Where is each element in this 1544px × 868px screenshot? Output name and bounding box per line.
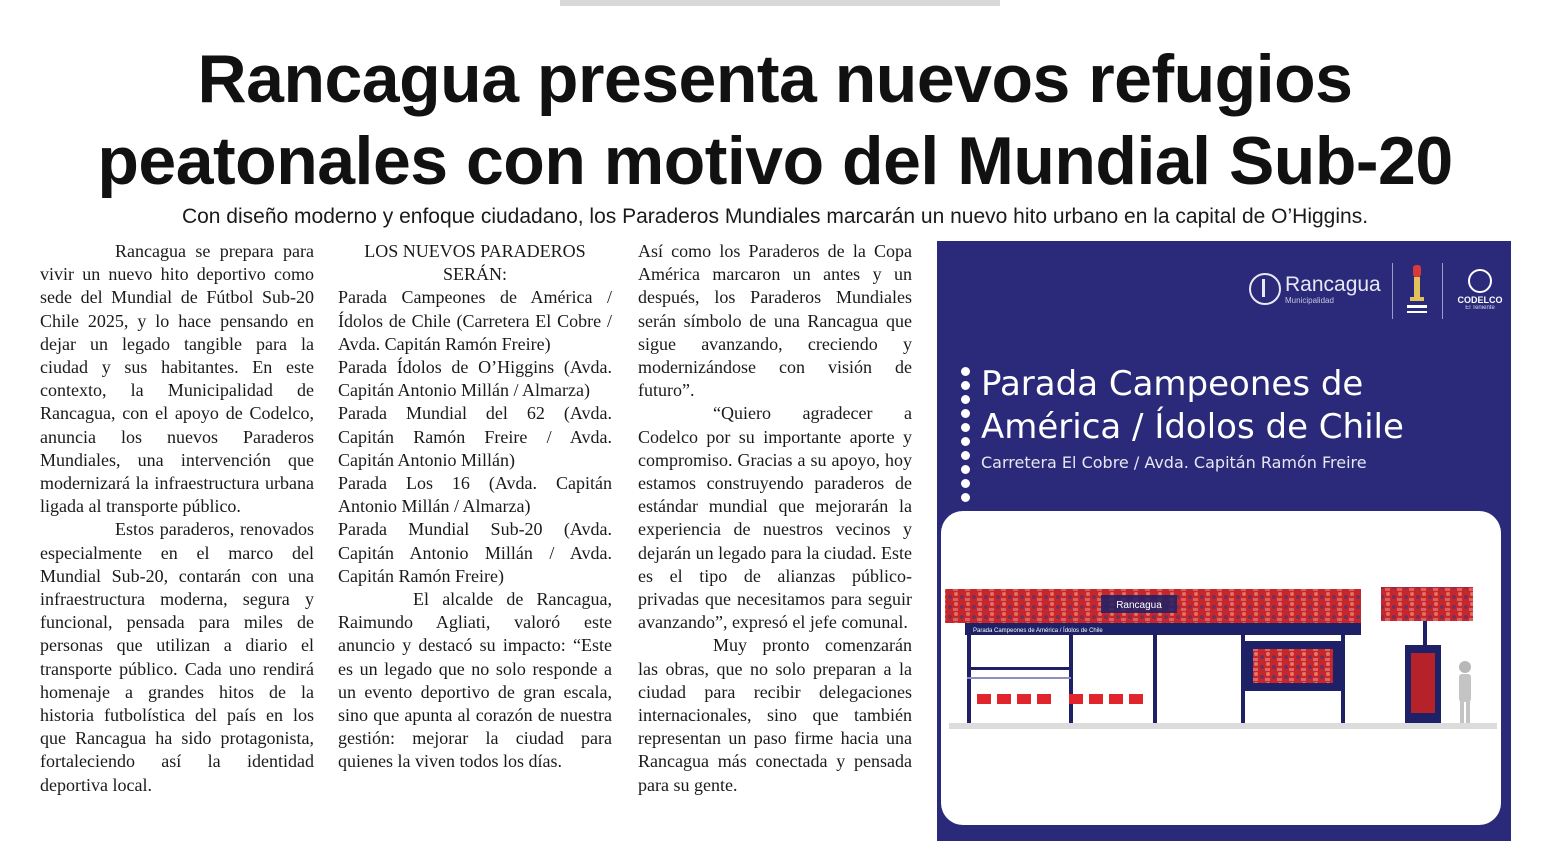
top-strip [560, 0, 1000, 6]
stop-title-line: Parada Campeones de [981, 364, 1364, 404]
paradero-graphic [937, 241, 1511, 841]
logo-divider [1442, 263, 1443, 319]
crest-icon [1249, 273, 1281, 305]
paragraph: El alcalde de Rancagua, Raimundo Agliati, valoró este anuncio y destacó su impacto: “Este es un legado que no solo responde a un evento deportivo de gran escala, sino que apunta al corazón de nuestra gestión: mejorar la ciudad para quienes la viven todos los días. [338, 589, 612, 772]
paragraph: Muy pronto comenzarán las obras, que no solo preparan a la ciudad para recibir delegaciones internacionales, sino que también representan un paso firme hacia una Rancagua más conectada y pensada para su gente. [638, 635, 912, 795]
stop-item: Parada Ídolos de O’Higgins (Avda. Capitán Antonio Millán / Almarza) [338, 357, 612, 401]
stop-item: Parada Los 16 (Avda. Capitán Antonio Millán / Almarza) [338, 473, 612, 517]
codelco-logo [1452, 269, 1508, 311]
subtitle: Con diseño moderno y enfoque ciudadano, los Paraderos Mundiales marcarán un nuevo hito urbano en la capital de O’Higgins. [181, 205, 1369, 228]
brand-name: Rancagua [1285, 272, 1381, 296]
bus-shelter-illustration [941, 511, 1501, 825]
paragraph: Estos paraderos, renovados especialmente en el marco del Mundial Sub-20, contarán con una infraestructura moderna, segura y funcional, pensada para miles de personas que utilizan a diario el transporte público. Cada uno rendirá homenaje a grandes hitos de la historia futbolística del país en los que Rancagua ha sido protagonista, fortaleciendo así la identidad deportiva local. [40, 519, 314, 795]
stop-road: Carretera El Cobre / Avda. Capitán Ramón Freire [981, 453, 1367, 472]
trophy-icon [1404, 263, 1430, 319]
stops-heading: LOS NUEVOS PARADEROS SERÁN: [364, 241, 586, 285]
stop-item: Parada Mundial Sub-20 (Avda. Capitán Antonio Millán / Avda. Capitán Ramón Freire) [338, 519, 612, 586]
column-1 [40, 240, 314, 797]
sponsor-sub: El Teniente [1465, 305, 1495, 311]
paragraph: Rancagua se prepara para vivir un nuevo hito deportivo como sede del Mundial de Fútbol Sub-20 Chile 2025, y lo hace pensando en dejar un legado tangible para la ciudad y sus habitantes. En este contexto, la Municipalidad de Rancagua, con el apoyo de Codelco, anuncia los nuevos Paraderos Mundiales, una intervención que modernizará la infraestructura urbana ligada al transporte público. [40, 241, 314, 517]
stop-title [981, 363, 1501, 449]
stop-title-line: América / Ídolos de Chile [981, 407, 1404, 447]
codelco-icon [1468, 269, 1492, 293]
shelter-banner-text: Rancagua [1116, 600, 1162, 611]
stop-item: Parada Mundial del 62 (Avda. Capitán Ramón Freire / Avda. Capitán Antonio Millán) [338, 403, 612, 470]
paragraph: “Quiero agradecer a Codelco por su importante aporte y compromiso. Gracias a su apoyo, hoy estamos construyendo paraderos de estándar mundial que mejorarán la experiencia de nuestros vecinos y dejarán un legado para la ciudad. Este es el tipo de alianzas público-privadas que necesitamos para seguir avanzando”, expresó el jefe comunal. [638, 403, 912, 633]
dot-column [961, 367, 971, 507]
brand-sub: Municipalidad [1285, 295, 1334, 305]
logo-divider [1392, 263, 1393, 319]
rancagua-logo [1249, 273, 1381, 305]
shelter-render [941, 511, 1501, 825]
shelter-sign-text: Parada Campeones de América / Ídolos de Chile [973, 628, 1103, 634]
sponsor-name: CODELCO [1457, 295, 1503, 305]
stop-item: Parada Campeones de América / Ídolos de Chile (Carretera El Cobre / Avda. Capitán Ramón Freire) [338, 287, 612, 354]
paragraph: Así como los Paraderos de la Copa América marcaron un antes y un después, los Paraderos Mundiales serán símbolo de una Rancagua que sigue avanzando, creciendo y modernizándose con visión de futuro”. [638, 241, 912, 401]
headline: Rancagua presenta nuevos refugios peatonales con motivo del Mundial Sub-20 [97, 41, 1453, 199]
column-3 [638, 240, 912, 797]
column-2 [338, 240, 612, 774]
